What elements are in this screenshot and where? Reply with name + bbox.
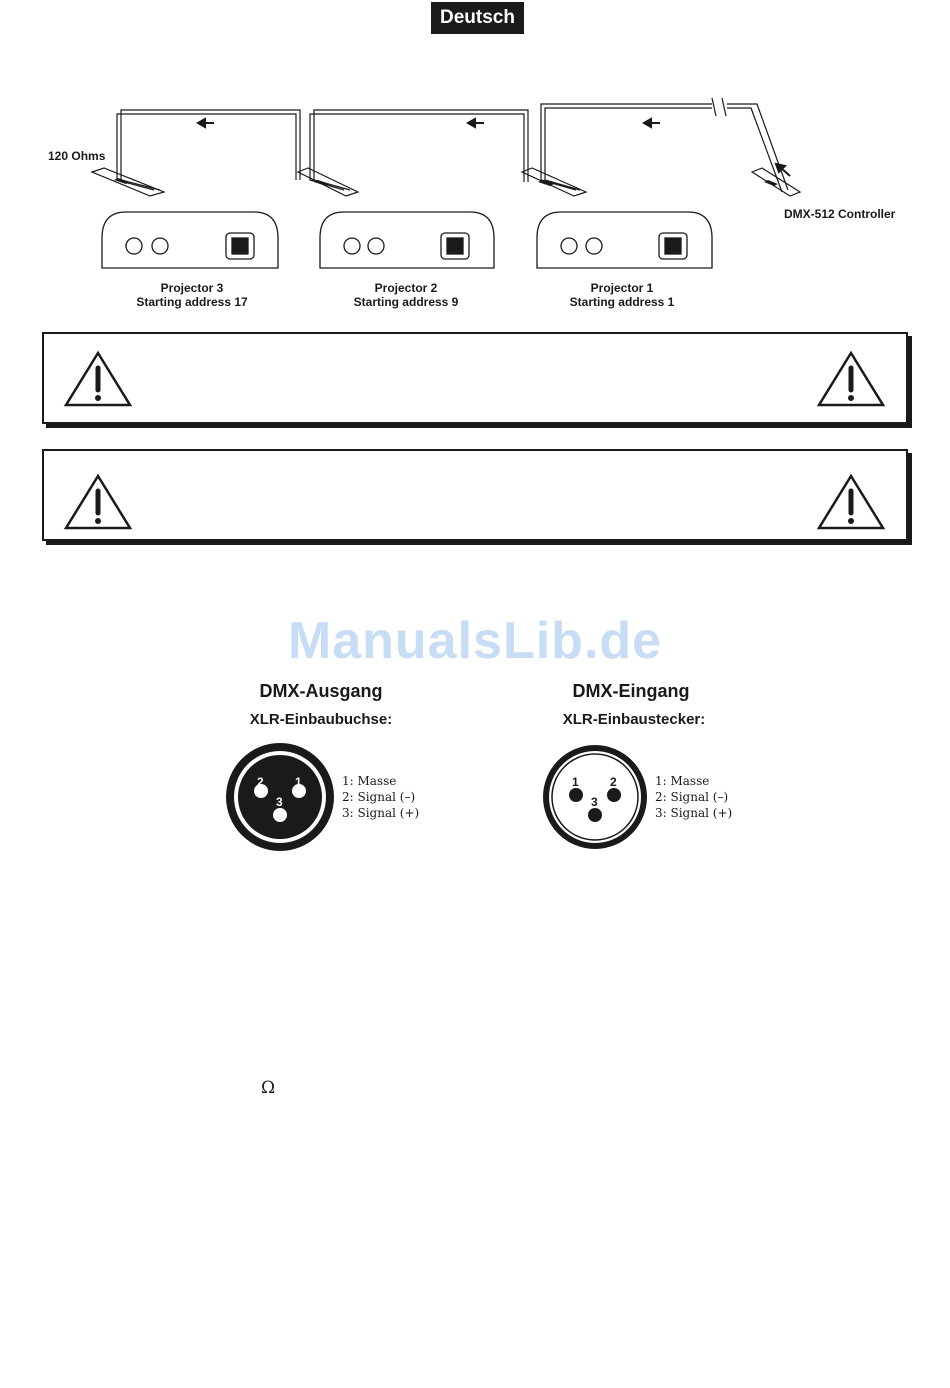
warning-triangle-icon — [816, 350, 886, 408]
pin-description: 3: Signal (+) — [342, 806, 420, 820]
projector-address: Starting address 9 — [353, 295, 459, 309]
warning-box-2 — [42, 449, 908, 541]
warning-triangle-icon — [63, 473, 133, 531]
input-title: DMX-Eingang — [572, 681, 690, 701]
output-pin-3-label: 3 — [276, 795, 283, 809]
input-pin-list — [655, 773, 732, 821]
pin-description: 1: Masse — [655, 774, 710, 788]
warning-box-1 — [42, 332, 908, 424]
terminator-label: 120 Ohms — [48, 149, 106, 163]
controller-label: DMX-512 Controller — [784, 207, 896, 221]
projector-address: Starting address 1 — [569, 295, 675, 309]
projector-name: Projector 1 — [590, 281, 654, 295]
projector-name: Projector 3 — [160, 281, 224, 295]
output-pin-1-label: 1 — [295, 775, 302, 789]
projector-panel-3 — [102, 212, 278, 268]
projector-address: Starting address 17 — [136, 295, 248, 309]
input-pin-2-label: 2 — [610, 775, 617, 789]
projector-1-label — [522, 281, 722, 309]
projector-panel-1 — [537, 212, 712, 268]
projector-panel-2 — [320, 212, 494, 268]
output-title: DMX-Ausgang — [259, 681, 383, 701]
cable-break-icon — [712, 98, 726, 116]
projector-2-label — [306, 281, 506, 309]
cable-p1-to-p2 — [314, 110, 528, 190]
pin-description: 1: Masse — [342, 774, 397, 788]
pin-description: 2: Signal (–) — [342, 790, 416, 804]
pin-description: 2: Signal (–) — [655, 790, 729, 804]
cable-controller-to-p1 — [545, 108, 782, 192]
input-pin-1-label: 1 — [572, 775, 579, 789]
watermark: ManualsLib.de — [287, 612, 663, 670]
warning-triangle-icon — [816, 473, 886, 531]
input-pin-3-label: 3 — [591, 795, 598, 809]
ohm-symbol: Ω — [261, 1078, 276, 1098]
output-pin-list — [342, 773, 419, 821]
projector-3-label — [92, 281, 292, 309]
output-subtitle: XLR-Einbaubuchse: — [249, 711, 393, 728]
warning-triangle-icon — [63, 350, 133, 408]
input-subtitle: XLR-Einbaustecker: — [562, 711, 706, 728]
projector-name: Projector 2 — [374, 281, 438, 295]
language-badge: Deutsch — [431, 2, 524, 34]
pin-description: 3: Signal (+) — [655, 806, 733, 820]
output-pin-2-label: 2 — [257, 775, 264, 789]
